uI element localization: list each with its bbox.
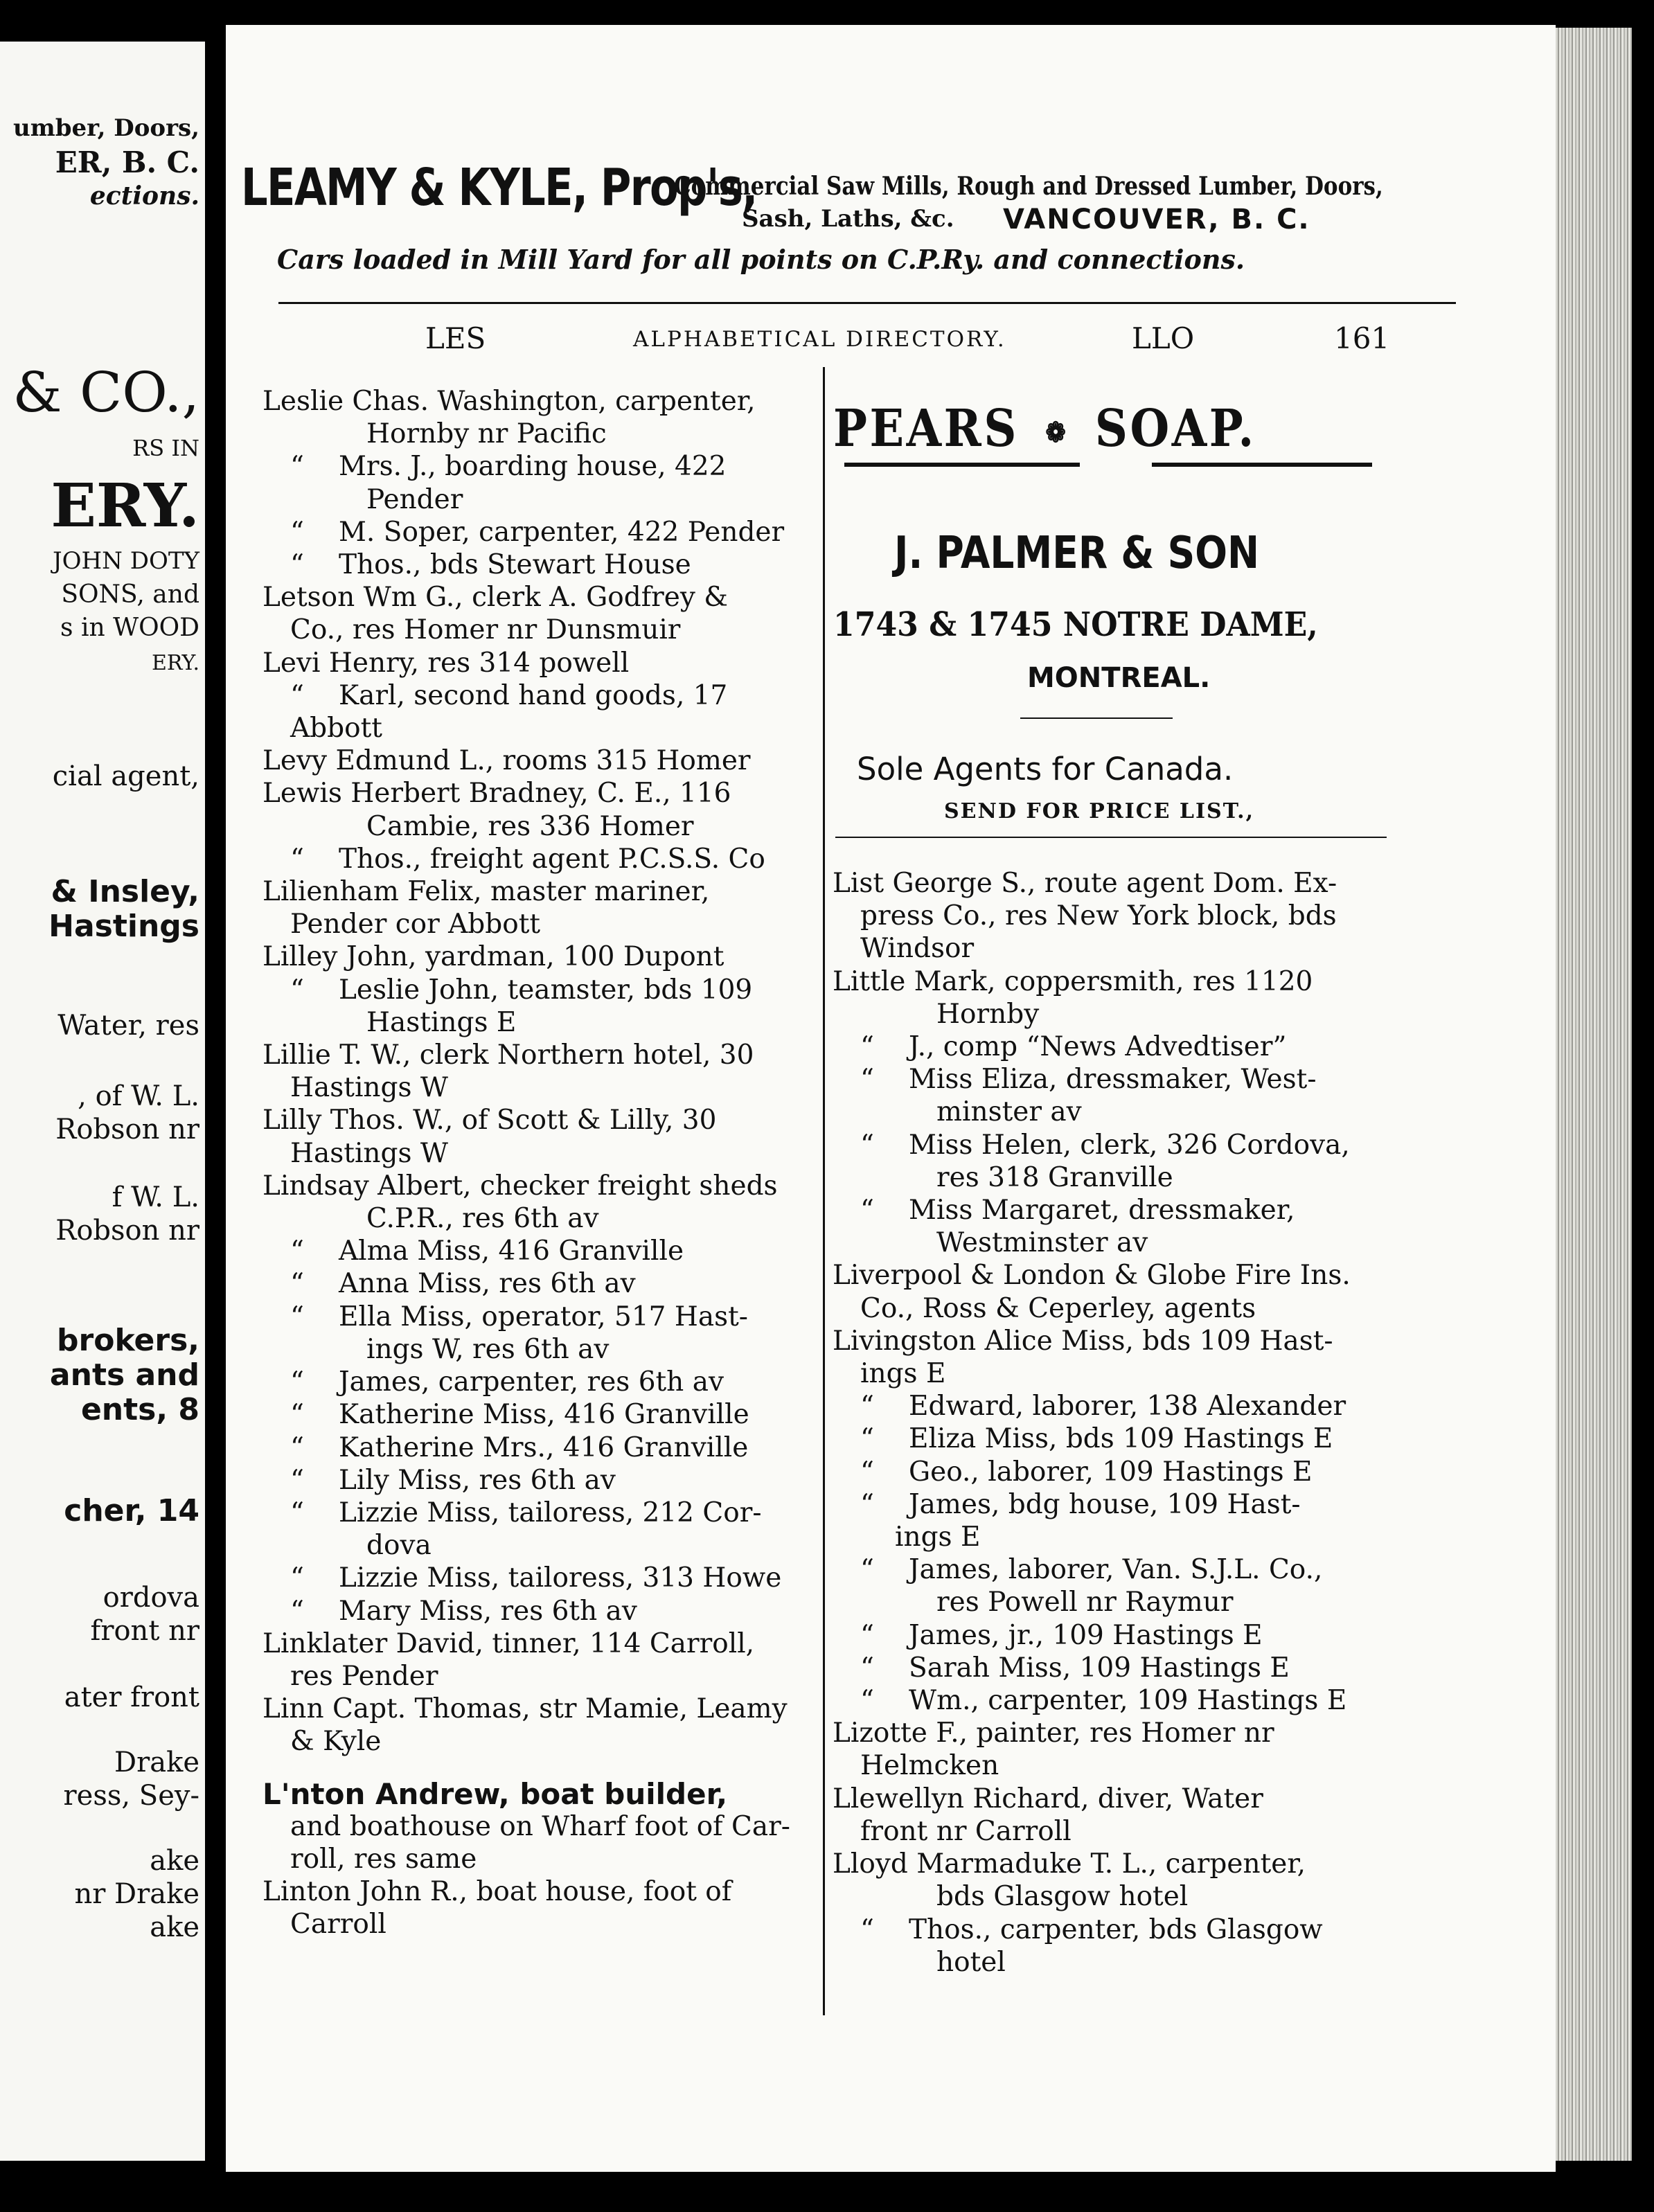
directory-entry — [263, 777, 1045, 842]
entry-name-line: Miss Margaret, dressmaker, — [909, 1195, 1295, 1227]
entry-name-line: James, laborer, Van. S.J.L. Co., — [909, 1554, 1323, 1586]
entry-continuation-line: and boathouse on Wharf foot of Car- — [290, 1810, 790, 1842]
entry-continuation-line: res 318 Granville — [936, 1161, 1173, 1193]
directory-entry — [833, 1914, 1556, 1979]
pears-title-right: SOAP. — [1094, 399, 1256, 458]
directory-entry — [833, 1194, 1556, 1259]
entry-name-line: Lloyd Marmaduke T. L., carpenter, — [833, 1848, 1306, 1880]
entry-name-line: Liverpool & London & Globe Fire Ins. — [833, 1260, 1351, 1292]
facing-page-text: umber, Doors, — [13, 114, 199, 142]
ditto-mark: “ — [860, 1554, 874, 1586]
ditto-mark: “ — [290, 679, 304, 711]
entry-name-line: Lilley John, yardman, 100 Dupont — [263, 941, 724, 973]
facing-page-text: front nr — [90, 1615, 199, 1647]
entry-name-line: Llewellyn Richard, diver, Water — [833, 1783, 1263, 1814]
entry-name-line: Miss Eliza, dressmaker, West- — [909, 1064, 1317, 1096]
lumber-advertisement — [241, 130, 1439, 289]
directory-entry — [833, 1619, 1556, 1652]
facing-page-text: JOHN DOTY — [53, 547, 199, 575]
entry-name-line: James, jr., 109 Hastings E — [909, 1619, 1263, 1651]
directory-entry — [833, 1259, 1556, 1324]
entry-name-line: Lizotte F., painter, res Homer nr — [833, 1718, 1274, 1749]
directory-entry — [263, 581, 1045, 646]
directory-entry — [833, 1456, 1556, 1488]
ditto-mark: “ — [290, 516, 304, 548]
directory-entry — [833, 1848, 1556, 1913]
entry-continuation-line: press Co., res New York block, bds — [860, 900, 1337, 932]
entry-continuation-line: roll, res same — [290, 1843, 477, 1875]
ad-shipping-note: Cars loaded in Mill Yard for all points on C.P.Ry. and connections. — [277, 244, 1245, 275]
directory-entry — [833, 965, 1556, 1031]
facing-page-text: Robson nr — [55, 1114, 199, 1145]
facing-page-text: Hastings — [48, 909, 199, 944]
entry-continuation-line: Hastings E — [366, 1006, 517, 1038]
ditto-mark: “ — [290, 974, 304, 1006]
entry-name-line: Linklater David, tinner, 114 Carroll, — [263, 1627, 755, 1659]
entry-name-line: Lewis Herbert Bradney, C. E., 116 — [263, 778, 731, 810]
entry-name-line: Sarah Miss, 109 Hastings E — [909, 1652, 1290, 1684]
entry-continuation-line: res Powell nr Raymur — [936, 1587, 1234, 1618]
ditto-mark: “ — [290, 1464, 304, 1496]
ditto-mark: “ — [860, 1391, 874, 1422]
entry-name-line: James, bdg house, 109 Hast- — [909, 1488, 1301, 1520]
ditto-mark: “ — [290, 1497, 304, 1528]
ditto-mark: “ — [860, 1031, 874, 1063]
pears-city: MONTREAL. — [1027, 662, 1211, 694]
ditto-mark: “ — [860, 1129, 874, 1161]
entry-continuation-line: Hastings W — [290, 1072, 449, 1104]
ditto-mark: “ — [290, 1268, 304, 1300]
directory-entry — [833, 1031, 1556, 1063]
facing-page-text: ER, B. C. — [55, 145, 199, 179]
entry-continuation-line: minster av — [936, 1096, 1082, 1128]
entry-continuation-line: Abbott — [290, 713, 382, 744]
entry-name-line: Letson Wm G., clerk A. Godfrey & — [263, 582, 729, 614]
facing-page-text: Robson nr — [55, 1215, 199, 1247]
directory-entry — [263, 516, 1045, 548]
ad-brand: LEAMY & KYLE, Prop's, — [241, 158, 757, 217]
entry-name-line: Edward, laborer, 138 Alexander — [909, 1391, 1346, 1422]
entry-name-line: Katherine Miss, 416 Granville — [339, 1399, 749, 1431]
entry-name-line: M. Soper, carpenter, 422 Pender — [339, 516, 785, 548]
entry-name-line: Levi Henry, res 314 powell — [263, 647, 630, 679]
entry-name-line: J., comp “News Advedtiser” — [909, 1031, 1287, 1063]
ditto-mark: “ — [860, 1456, 874, 1488]
entry-name-line: Anna Miss, res 6th av — [339, 1268, 636, 1300]
entry-continuation-line: ings E — [860, 1358, 946, 1390]
facing-page-text: ERY. — [151, 651, 199, 675]
entry-name-line: Levy Edmund L., rooms 315 Homer — [263, 745, 751, 777]
entry-name-line: Miss Helen, clerk, 326 Cordova, — [909, 1129, 1350, 1161]
facing-page-text: cial agent, — [52, 760, 199, 792]
entry-continuation-line: Westminster av — [936, 1227, 1148, 1259]
ditto-mark: “ — [860, 1652, 874, 1684]
ditto-mark: “ — [860, 1685, 874, 1717]
directory-entry — [833, 1129, 1556, 1194]
entry-continuation-line: Cambie, res 336 Homer — [366, 810, 694, 842]
facing-page-text: ress, Sey- — [63, 1780, 199, 1812]
directory-entry — [833, 1422, 1556, 1455]
entry-name-line: Linton John R., boat house, foot of — [263, 1876, 732, 1908]
entry-name-line: Leslie John, teamster, bds 109 — [339, 974, 753, 1006]
directory-entry — [833, 1652, 1556, 1684]
facing-page-text: ents, 8 — [80, 1392, 199, 1427]
ad-products-line-2: Sash, Laths, &c. — [742, 205, 954, 233]
entry-name-line: Mary Miss, res 6th av — [339, 1595, 637, 1627]
page-number: 161 — [1334, 321, 1390, 355]
pears-price-list-note: SEND FOR PRICE LIST., — [944, 799, 1255, 823]
directory-entry — [263, 385, 1045, 450]
entry-name-line: Thos., freight agent P.C.S.S. Co — [339, 843, 765, 875]
entry-continuation-line: ings E — [895, 1522, 981, 1553]
entry-continuation-line: & Kyle — [290, 1726, 382, 1758]
ditto-mark: “ — [290, 1236, 304, 1267]
entry-name-line: L'nton Andrew, boat builder, — [263, 1776, 728, 1811]
entry-name-line: Karl, second hand goods, 17 — [339, 679, 728, 711]
entry-continuation-line: Carroll — [290, 1909, 386, 1941]
facing-page-text: Drake — [114, 1747, 199, 1778]
ditto-mark: “ — [860, 1619, 874, 1651]
entry-continuation-line: dova — [366, 1530, 432, 1562]
header-top-rule — [278, 302, 1456, 304]
ditto-mark: “ — [290, 451, 304, 483]
facing-page-text: & Insley, — [51, 874, 199, 909]
header-title: ALPHABETICAL DIRECTORY. — [633, 327, 1006, 352]
ditto-mark: “ — [290, 843, 304, 875]
facing-page-text: Water, res — [57, 1010, 199, 1042]
directory-entry — [263, 679, 1045, 744]
ditto-mark: “ — [860, 1195, 874, 1227]
entry-continuation-line: Co., Ross & Ceperley, agents — [860, 1292, 1256, 1324]
directory-entry — [833, 1325, 1556, 1390]
pears-underline-right — [1152, 463, 1372, 467]
directory-entry — [263, 450, 1045, 515]
header-left-guide: LES — [425, 321, 486, 355]
facing-page-text: , of W. L. — [78, 1080, 199, 1112]
directory-entry — [263, 647, 1045, 679]
entry-name-line: Katherine Mrs., 416 Granville — [339, 1431, 749, 1463]
entry-name-line: Mrs. J., boarding house, 422 — [339, 451, 727, 483]
directory-entry — [833, 1717, 1556, 1782]
entry-name-line: Lillie T. W., clerk Northern hotel, 30 — [263, 1040, 754, 1071]
facing-page-text: ERY. — [51, 471, 199, 541]
entry-name-line: Livingston Alice Miss, bds 109 Hast- — [833, 1325, 1333, 1357]
entry-name-line: James, carpenter, res 6th av — [339, 1366, 724, 1398]
pears-address: 1743 & 1745 NOTRE DAME, — [833, 605, 1318, 644]
facing-page-text: ater front — [64, 1682, 199, 1713]
facing-page-text: ections. — [89, 181, 199, 211]
directory-page — [226, 25, 1556, 2172]
ditto-mark: “ — [290, 1366, 304, 1398]
entry-name-line: List George S., route agent Dom. Ex- — [833, 868, 1337, 899]
facing-page-text: brokers, — [57, 1323, 199, 1358]
entry-continuation-line: Helmcken — [860, 1750, 999, 1782]
entry-name-line: Lizzie Miss, tailoress, 313 Howe — [339, 1562, 782, 1594]
entry-name-line: Thos., bds Stewart House — [339, 549, 691, 581]
entry-name-line: Lilly Thos. W., of Scott & Lilly, 30 — [263, 1105, 717, 1136]
directory-entry — [263, 744, 1045, 777]
ditto-mark: “ — [290, 1562, 304, 1594]
directory-entry — [833, 1488, 1556, 1553]
entry-continuation-line: C.P.R., res 6th av — [366, 1203, 599, 1235]
ditto-mark: “ — [860, 1488, 874, 1520]
directory-entry — [833, 867, 1556, 965]
facing-page-text: ants and — [49, 1357, 199, 1393]
entry-name-line: Lindsay Albert, checker freight sheds — [263, 1170, 778, 1202]
entry-continuation-line: res Pender — [290, 1660, 438, 1692]
facing-page-text: ordova — [103, 1582, 199, 1614]
entry-continuation-line: Pender — [366, 483, 463, 515]
entry-continuation-line: ings W, res 6th av — [366, 1333, 610, 1365]
facing-page-text: RS IN — [132, 435, 199, 461]
facing-page-text: SONS, and — [61, 580, 199, 609]
entry-name-line: Lizzie Miss, tailoress, 212 Cor- — [339, 1497, 762, 1528]
facing-page-text: ake — [150, 1845, 199, 1877]
right-directory-column — [833, 867, 1556, 1979]
ditto-mark: “ — [290, 1399, 304, 1431]
ditto-mark: “ — [860, 1914, 874, 1945]
entry-name-line: Lily Miss, res 6th av — [339, 1464, 616, 1496]
facing-page-text: ake — [150, 1911, 199, 1943]
entry-continuation-line: Windsor — [860, 933, 975, 965]
page-edge-stack — [1556, 28, 1632, 2161]
entry-name-line: Leslie Chas. Washington, carpenter, — [263, 386, 756, 417]
ditto-mark: “ — [290, 549, 304, 581]
directory-entry — [833, 1390, 1556, 1422]
ditto-mark: “ — [290, 1301, 304, 1332]
facing-page-text: f W. L. — [112, 1181, 199, 1213]
ditto-mark: “ — [290, 1595, 304, 1627]
directory-entry — [833, 1063, 1556, 1128]
entry-continuation-line: Hornby — [936, 998, 1040, 1030]
facing-page-text: cher, 14 — [64, 1493, 199, 1528]
facing-page-fragment — [0, 42, 205, 2161]
entry-name-line: Geo., laborer, 109 Hastings E — [909, 1456, 1313, 1488]
entry-name-line: Ella Miss, operator, 517 Hast- — [339, 1301, 748, 1332]
pears-agents-line: Sole Agents for Canada. — [857, 751, 1234, 787]
entry-name-line: Lilienham Felix, master mariner, — [263, 876, 710, 908]
directory-entry — [263, 548, 1045, 581]
flower-ornament-icon: ❁ — [1045, 416, 1069, 449]
entry-continuation-line: Co., res Homer nr Dunsmuir — [290, 614, 681, 646]
entry-name-line: Eliza Miss, bds 109 Hastings E — [909, 1423, 1333, 1455]
entry-name-line: Alma Miss, 416 Granville — [339, 1236, 684, 1267]
entry-continuation-line: Hornby nr Pacific — [366, 418, 607, 450]
pears-title-left: PEARS — [833, 399, 1019, 458]
entry-name-line: Little Mark, coppersmith, res 1120 — [833, 965, 1313, 997]
entry-name-line: Linn Capt. Thomas, str Mamie, Leamy — [263, 1693, 788, 1725]
header-right-guide: LLO — [1132, 321, 1195, 355]
entry-continuation-line: hotel — [936, 1946, 1006, 1978]
directory-entry — [833, 1553, 1556, 1618]
entry-continuation-line: bds Glasgow hotel — [936, 1881, 1189, 1913]
entry-continuation-line: Hastings W — [290, 1137, 449, 1169]
ditto-mark: “ — [860, 1423, 874, 1455]
directory-entry — [833, 1684, 1556, 1717]
pears-firm-name: J. PALMER & SON — [894, 528, 1260, 579]
entry-continuation-line: front nr Carroll — [860, 1815, 1071, 1847]
directory-entry — [833, 1783, 1556, 1848]
entry-name-line: Wm., carpenter, 109 Hastings E — [909, 1685, 1347, 1717]
ditto-mark: “ — [860, 1064, 874, 1096]
facing-page-text: & CO., — [12, 360, 199, 425]
facing-page-text: s in WOOD — [60, 614, 199, 642]
ad-location: VANCOUVER, B. C. — [1003, 204, 1310, 235]
entry-name-line: Thos., carpenter, bds Glasgow — [909, 1914, 1323, 1945]
ditto-mark: “ — [290, 1431, 304, 1463]
entry-continuation-line: Pender cor Abbott — [290, 909, 541, 940]
ad-products-line: Commercial Saw Mills, Rough and Dressed Lumber, Doors, — [674, 172, 1383, 201]
facing-page-text: nr Drake — [74, 1878, 199, 1910]
